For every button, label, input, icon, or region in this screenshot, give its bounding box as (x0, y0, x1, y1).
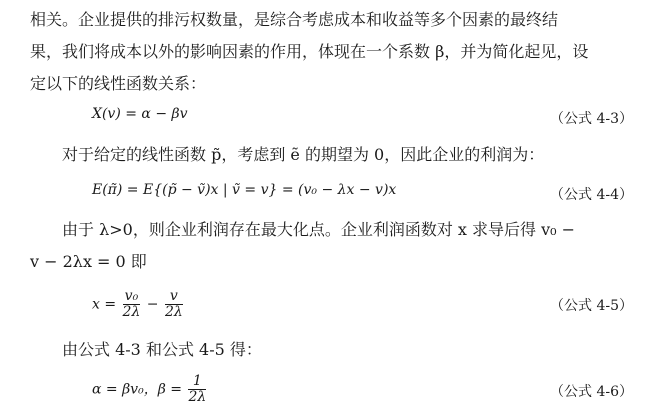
equation-4-5-fraction-2 (165, 289, 183, 320)
equation-4-5-fraction-1 (123, 289, 141, 320)
equation-4-6-fraction (188, 374, 206, 405)
paragraph-line-3: 定以下的线性函数关系： (30, 74, 207, 93)
equation-4-3: X(v) = α − βv (92, 106, 188, 122)
fraction-3-denominator: 2λ (188, 389, 207, 405)
equation-label-4-6: （公式 4-6） (550, 384, 633, 400)
fraction-1-numerator: v₀ (123, 289, 141, 305)
fraction-2-numerator: v (165, 289, 183, 305)
paragraph-line-7: 由公式 4-3 和公式 4-5 得： (62, 340, 262, 359)
equation-label-4-5: （公式 4-5） (550, 298, 633, 314)
paragraph-line-2: 果，我们将成本以外的影响因素的作用，体现在一个系数 β，并为简化起见，设 (30, 42, 589, 61)
paragraph-line-6: v − 2λx = 0 即 (30, 252, 147, 271)
equation-4-5 (92, 289, 185, 320)
fraction-2-denominator: 2λ (164, 304, 183, 320)
fraction-1-denominator: 2λ (122, 304, 141, 320)
paragraph-line-5: 由于 λ>0，则企业利润存在最大化点。企业利润函数对 x 求导后得 v₀ − (62, 220, 576, 239)
equation-4-6-lhs: α = βv₀，β = (92, 381, 182, 398)
paragraph-line-4: 对于给定的线性函数 p̃，考虑到 ẽ 的期望为 0，因此企业的利润为： (62, 145, 545, 164)
equation-label-4-4: （公式 4-4） (550, 187, 633, 203)
fraction-3-numerator: 1 (188, 374, 206, 390)
equation-4-5-lhs: x = (92, 296, 117, 313)
equation-4-5-minus: − (146, 296, 159, 313)
equation-4-4: E(π̃) = E{(p̃ − ṽ)x | ṽ = v} = (v₀ − λx − v)x (92, 182, 397, 198)
paragraph-line-1: 相关。企业提供的排污权数量，是综合考虑成本和收益等多个因素的最终结 (30, 10, 559, 29)
equation-4-6 (92, 374, 208, 405)
equation-label-4-3: （公式 4-3） (550, 111, 633, 127)
